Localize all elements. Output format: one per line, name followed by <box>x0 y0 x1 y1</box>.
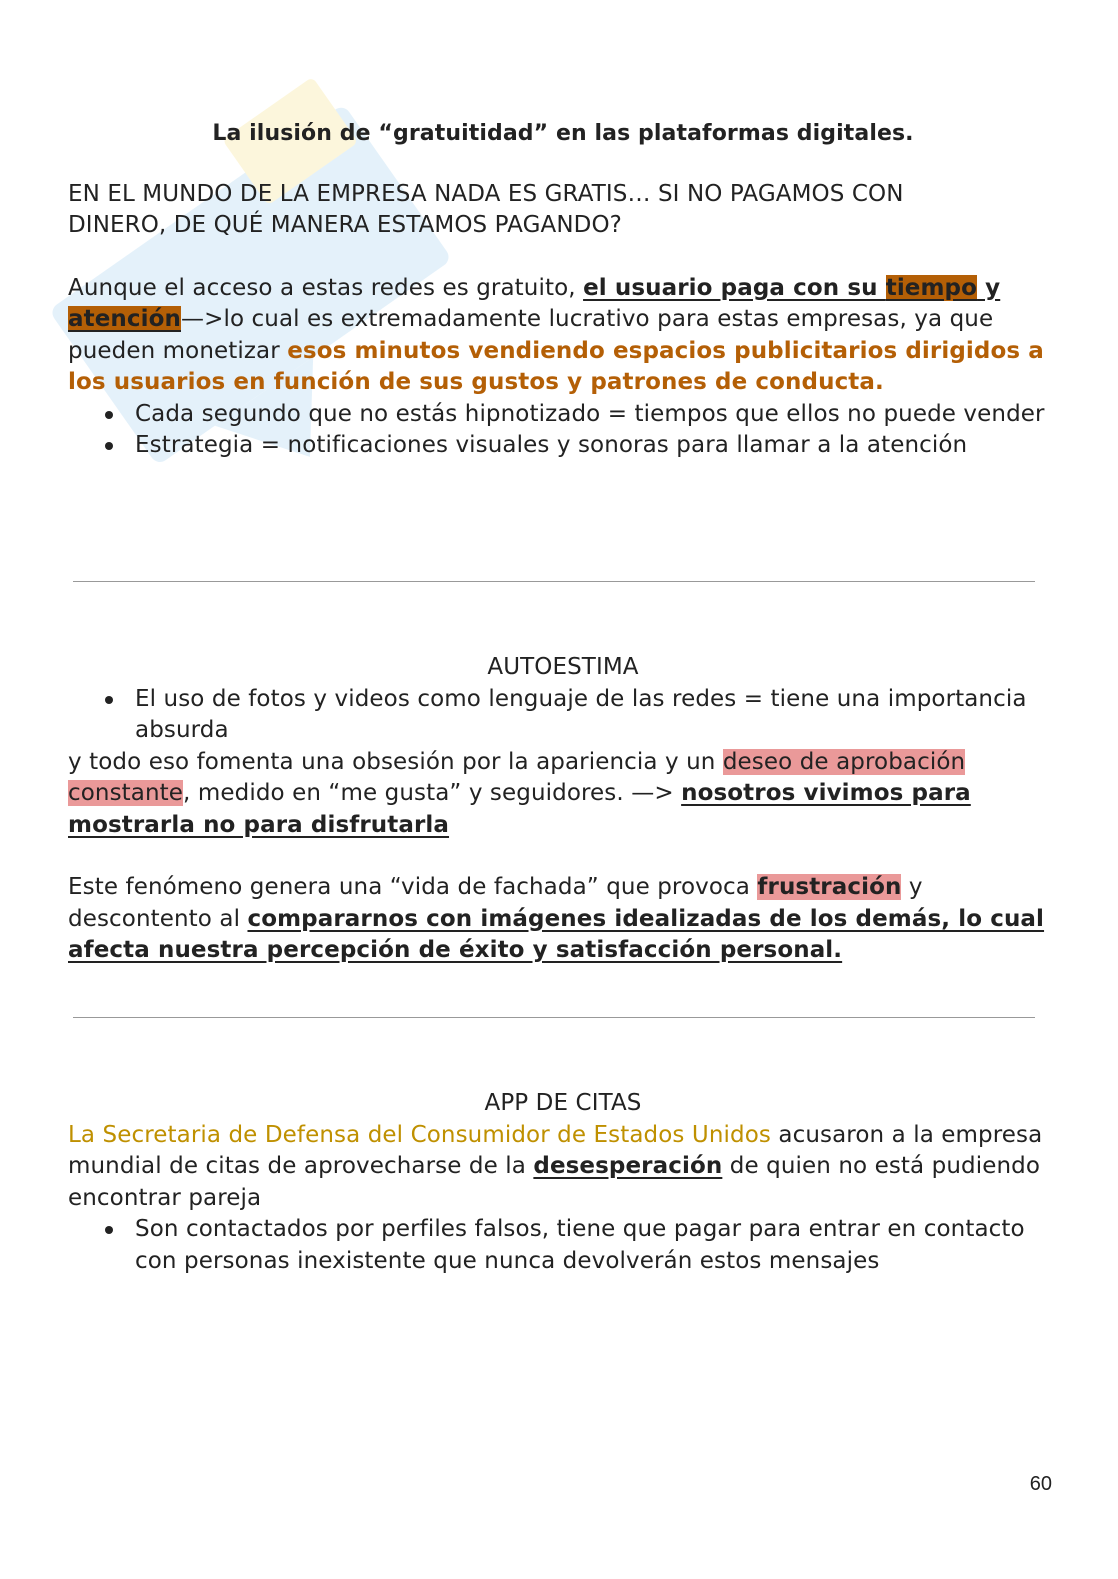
section-app-citas <box>68 1088 1058 1277</box>
bullet-list <box>68 1214 1058 1277</box>
paragraph-payment <box>68 273 1058 399</box>
text-run: , medido en “me gusta” y seguidores. —> <box>183 780 682 806</box>
underlined-phrase <box>583 275 1000 301</box>
highlight-atencion: atención <box>68 306 181 332</box>
section-heading: APP DE CITAS <box>484 1090 642 1116</box>
text-run: y todo eso fomenta una obsesión por la apariencia y un <box>68 748 723 775</box>
highlight-aprobacion: deseo de aprobación constante <box>68 748 966 806</box>
text-run: y descontento al <box>68 874 923 932</box>
paragraph-aprobacion <box>68 747 1058 842</box>
horizontal-divider <box>73 1017 1035 1018</box>
underlined-phrase: compararnos con imágenes idealizadas de los demás, lo cual afecta nuestra percepción de éxito y satisfacción personal. <box>68 905 1045 963</box>
text-run: y <box>977 274 1001 301</box>
gold-emphasis: La Secretaria de Defensa del Consumidor de Estados Unidos <box>68 1121 771 1148</box>
underlined-word: desesperación <box>533 1153 723 1179</box>
paragraph-fachada <box>68 872 1058 967</box>
bullet-list <box>68 684 1058 747</box>
list-item: Cada segundo que no estás hipnotizado = tiempos que ellos no puede vender <box>135 399 1058 431</box>
question-line-1: EN EL MUNDO DE LA EMPRESA NADA ES GRATIS… SI NO PAGAMOS CON <box>68 180 904 207</box>
list-item: Son contactados por perfiles falsos, tiene que pagar para entrar en contacto con personas inexistente que nunca devolverán estos mensajes <box>135 1214 1058 1277</box>
paragraph-citas <box>68 1120 1058 1215</box>
document-content <box>68 118 1058 462</box>
horizontal-divider <box>73 581 1035 582</box>
section-heading: AUTOESTIMA <box>487 654 639 680</box>
question-line-2: DINERO, DE QUÉ MANERA ESTAMOS PAGANDO? <box>68 212 622 238</box>
section-gratuitidad <box>68 179 1058 462</box>
text-run: Este fenómeno genera una “vida de fachada” que provoca <box>68 874 758 900</box>
underlined-phrase: nosotros vivimos para mostrarla no para disfrutarla <box>68 780 971 838</box>
list-item: El uso de fotos y videos como lenguaje de las redes = tiene una importancia absurda <box>135 684 1058 747</box>
text-run: el usuario paga con su <box>583 274 886 301</box>
bullet-list <box>68 399 1058 462</box>
highlight-tiempo: tiempo <box>885 274 978 301</box>
page-number: 60 <box>1029 1473 1052 1495</box>
orange-emphasis: esos minutos vendiendo espacios publicitarios dirigidos a los usuarios en función de sus gustos y patrones de conducta. <box>68 337 1044 395</box>
text-run: acusaron a la empresa mundial de citas de aprovecharse de la <box>68 1121 1043 1179</box>
text-run: de quien no está pudiendo encontrar pareja <box>68 1153 1041 1211</box>
text-run: —>lo cual es extremadamente lucrativo para estas empresas, ya que pueden monetizar <box>68 306 994 364</box>
page-title: La ilusión de “gratuitidad” en las plataformas digitales. <box>212 121 914 146</box>
section-autoestima <box>68 652 1058 967</box>
text-run: Aunque el acceso a estas redes es gratuito, <box>68 274 584 301</box>
highlight-frustracion: frustración <box>757 874 902 900</box>
list-item: Estrategia = notificaciones visuales y sonoras para llamar a la atención <box>135 430 1058 462</box>
